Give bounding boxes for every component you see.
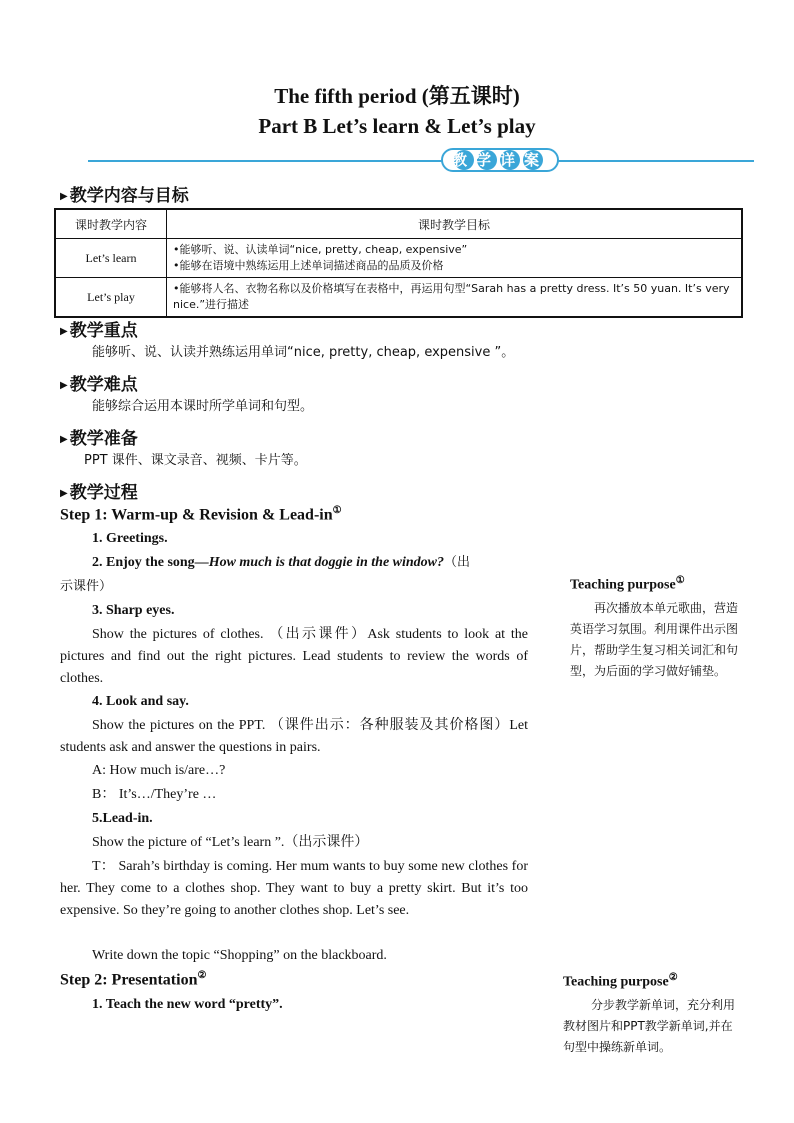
- header-cell-goals: 课时教学目标: [167, 209, 743, 239]
- table-row: [55, 239, 742, 278]
- dialog-line-a: A: How much is/are…?: [92, 763, 226, 778]
- section-heading-content-goals: ▶ 教学内容与目标: [60, 186, 189, 206]
- step1-item2-cont: 示课件）: [60, 579, 113, 594]
- banner-pill: [440, 148, 560, 172]
- step1-item3: 3. Sharp eyes.: [92, 603, 175, 618]
- dialog-line-b: B： It’s…/They’re …: [92, 787, 217, 802]
- teaching-purpose-note-2: [563, 972, 741, 1058]
- triangle-bullet-icon: ▶: [60, 380, 68, 391]
- step1-item5-board: Write down the topic “Shopping” on the blackboard.: [92, 948, 387, 963]
- teaching-purpose-note-1: [570, 575, 742, 682]
- banner-line: [88, 160, 754, 162]
- step1-item1: 1. Greetings.: [92, 531, 168, 546]
- step1-item5-text: Show the picture of “Let’s learn ”.（出示课件）: [92, 835, 369, 850]
- note-heading: Teaching purpose①: [570, 575, 685, 593]
- table-header-row: [55, 209, 742, 239]
- triangle-bullet-icon: ▶: [60, 488, 68, 499]
- table-cell-content: Let’s play: [55, 278, 167, 318]
- section-heading-process: ▶ 教学过程: [60, 483, 138, 503]
- step1-item4: 4. Look and say.: [92, 694, 189, 709]
- triangle-bullet-icon: ▶: [60, 191, 68, 202]
- section-heading-preparation: ▶ 教学准备: [60, 429, 138, 449]
- note-heading: Teaching purpose②: [563, 972, 678, 990]
- goals-table: [54, 208, 743, 318]
- step1-item4-text: Show the pictures on the PPT. （课件出示：各种服装及其价格图）Let students ask and answer the questions in pairs.: [60, 718, 528, 755]
- table-cell-goals: •能够将人名、衣物名称以及价格填写在表格中，再运用句型“Sarah has a pretty dress. It’s 50 yuan. It’s very nice.”进行描述: [167, 278, 743, 318]
- preparation-text: PPT 课件、课文录音、视频、卡片等。: [84, 453, 307, 468]
- table-cell-goals: •能够听、说、认读单词“nice, pretty, cheap, expensive” •能够在语境中熟练运用上述单词描述商品的品质及价格: [167, 239, 743, 278]
- step1-item5: 5.Lead-in.: [92, 811, 153, 826]
- table-cell-content: Let’s learn: [55, 239, 167, 278]
- triangle-bullet-icon: ▶: [60, 434, 68, 445]
- triangle-bullet-icon: ▶: [60, 326, 68, 337]
- section-banner: [88, 148, 754, 174]
- step1-item3-text: Show the pictures of clothes. （出示课件）Ask students to look at the pictures and find out the right pictures. Lead students to review the words of clothes.: [60, 627, 528, 686]
- difficulties-text: 能够综合运用本课时所学单词和句型。: [92, 399, 314, 414]
- note-text: 再次播放本单元歌曲，营造英语学习氛围。利用课件出示图片，帮助学生复习相关词汇和句型，为后面的学习做好铺垫。: [570, 600, 739, 678]
- step1-item5-story: T： Sarah’s birthday is coming. Her mum wants to buy some new clothes for her. They come to a clothes shop. They want to buy a pretty skirt. But it’s too expensive. So they’re going to another clothes shop. Let’s see.: [60, 859, 528, 918]
- section-heading-difficulties: ▶ 教学难点: [60, 375, 138, 395]
- step2-item1: 1. Teach the new word “pretty”.: [92, 997, 283, 1012]
- key-points-text: 能够听、说、认读并熟练运用单词“nice, pretty, cheap, expensive ”。: [92, 345, 515, 360]
- page-title-line1: The fifth period (第五课时): [274, 84, 520, 108]
- step1-heading: Step 1: Warm-up & Revision & Lead-in①: [60, 505, 342, 524]
- banner-label: 教学详案: [451, 151, 549, 169]
- step1-item2: 2. Enjoy the song—How much is that doggie in the window?（出: [92, 555, 471, 570]
- step2-heading: Step 2: Presentation②: [60, 970, 207, 989]
- section-heading-key-points: ▶ 教学重点: [60, 321, 138, 341]
- header-cell-content: 课时教学内容: [55, 209, 167, 239]
- note-text: 分步教学新单词，充分利用教材图片和PPT教学新单词,并在句型中操练新单词。: [563, 997, 736, 1054]
- table-row: [55, 278, 742, 318]
- page-title-line2: Part B Let’s learn & Let’s play: [258, 114, 536, 138]
